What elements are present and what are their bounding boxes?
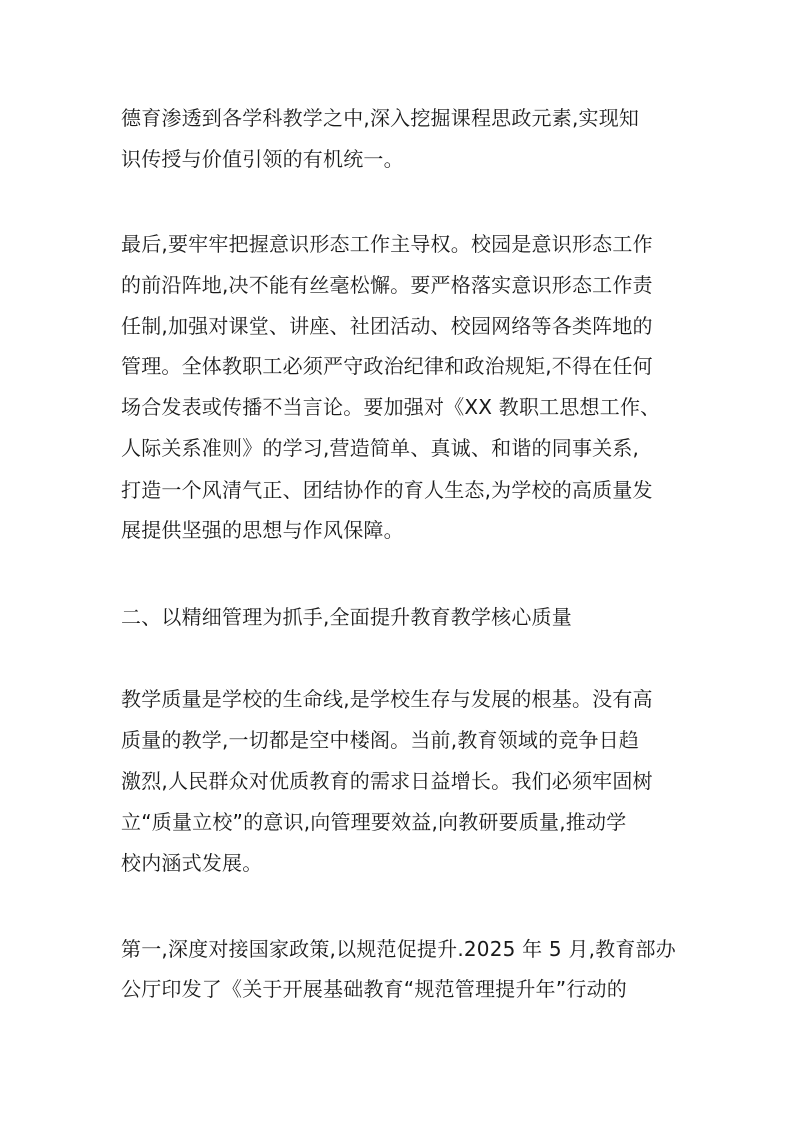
paragraph-3-line-4: 立“质量立校”的意识,向管理要效益,向教研要质量,推动学 <box>121 810 627 834</box>
paragraph-2-line-3: 任制,加强对课堂、讲座、社团活动、校园网络等各类阵地的 <box>121 314 653 338</box>
paragraph-2-line-8: 展提供坚强的思想与作风保障。 <box>121 518 404 542</box>
paragraph-2-line-7: 打造一个风清气正、团结协作的育人生态,为学校的高质量发 <box>121 478 653 502</box>
paragraph-2-line-4: 管理。全体教职工必须严守政治纪律和政治规矩,不得在任何 <box>121 354 653 378</box>
paragraph-3-line-3: 激烈,人民群众对优质教育的需求日益增长。我们必须牢固树 <box>121 769 653 793</box>
paragraph-1-line-2: 识传授与价值引领的有机统一。 <box>121 147 404 171</box>
paragraph-2-line-5: 场合发表或传播不当言论。要加强对《XX 教职工思想工作、 <box>121 395 661 419</box>
paragraph-2-line-2: 的前沿阵地,决不能有丝毫松懈。要严格落实意识形态工作责 <box>121 273 653 297</box>
paragraph-4-line-2: 公厅印发了《关于开展基础教育“规范管理提升年”行动的 <box>121 977 627 1001</box>
paragraph-4-line-1: 第一,深度对接国家政策,以规范促提升.2025 年 5 月,教育部办 <box>121 937 676 961</box>
paragraph-2-line-1: 最后,要牢牢把握意识形态工作主导权。校园是意识形态工作 <box>121 232 653 256</box>
paragraph-1-line-1: 德育渗透到各学科教学之中,深入挖掘课程思政元素,实现知 <box>121 106 640 130</box>
paragraph-3-line-5: 校内涵式发展。 <box>121 851 263 875</box>
paragraph-2-line-6: 人际关系准则》的学习,营造简单、真诚、和谐的同事关系, <box>121 436 640 460</box>
section-heading: 二、以精细管理为抓手,全面提升教育教学核心质量 <box>121 605 572 629</box>
paragraph-3-line-1: 教学质量是学校的生命线,是学校生存与发展的根基。没有高 <box>121 687 653 711</box>
paragraph-3-line-2: 质量的教学,一切都是空中楼阁。当前,教育领域的竞争日趋 <box>121 728 640 752</box>
